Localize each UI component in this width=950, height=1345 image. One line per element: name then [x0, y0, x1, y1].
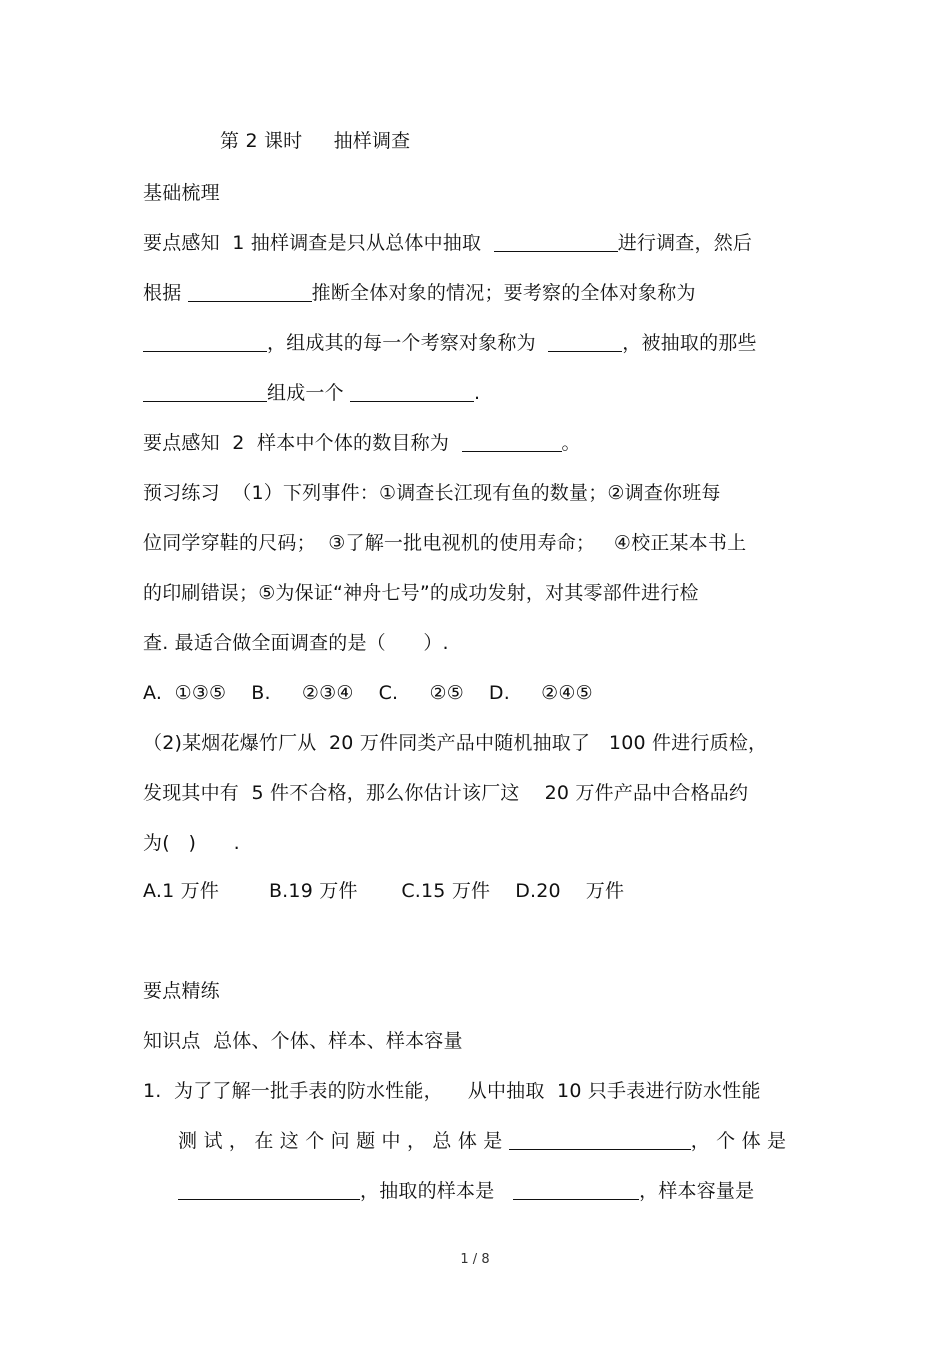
answer-blank[interactable] [462, 431, 562, 452]
point-2: 要点感知 2 样本中个体的数目称为 。 [143, 432, 581, 454]
answer-blank[interactable] [143, 381, 267, 402]
practice-line: 预习练习 （1）下列事件：①调查长江现有鱼的数量；②调查你班每 [143, 482, 721, 504]
question-1-line-2: 测 试 ， 在 这 个 问 题 中 ， 总 体 是 ， 个 体 是 [178, 1130, 787, 1152]
answer-blank[interactable] [494, 231, 618, 252]
answer-blank[interactable] [509, 1129, 691, 1150]
answer-blank[interactable] [513, 1179, 639, 1200]
knowledge-point: 知识点 总体、个体、样本、样本容量 [143, 1030, 463, 1052]
answer-blank[interactable] [188, 281, 312, 302]
page-title: 第 2 课时 抽样调查 [220, 130, 411, 152]
point-1-line-2: 根据 推断全体对象的情况；要考察的全体对象称为 [143, 282, 696, 304]
practice-line: 的印刷错误；⑤为保证“神舟七号”的成功发射，对其零部件进行检 [143, 582, 699, 604]
question-1-line-1: 1. 为了了解一批手表的防水性能， 从中抽取 10 只手表进行防水性能 [143, 1080, 761, 1102]
section-heading-exercises: 要点精练 [143, 980, 220, 1002]
practice-line: 查. 最适合做全面调查的是（ ）. [143, 632, 449, 654]
answer-blank[interactable] [548, 331, 622, 352]
practice-line: 发现其中有 5 件不合格，那么你估计该厂这 20 万件产品中合格品约 [143, 782, 749, 804]
practice-options-1: A. ①③⑤ B. ②③④ C. ②⑤ D. ②④⑤ [143, 682, 593, 704]
answer-blank[interactable] [178, 1179, 360, 1200]
practice-line: 位同学穿鞋的尺码； ③了解一批电视机的使用寿命； ④校正某本书上 [143, 532, 747, 554]
point-1-line-4: 组成一个 . [143, 380, 480, 406]
practice-options-2: A.1 万件 B.19 万件 C.15 万件 D.20 万件 [143, 880, 625, 902]
answer-blank[interactable] [350, 381, 474, 402]
page-number: 1 / 8 [460, 1252, 490, 1267]
point-1-line-3: ，组成其的每一个考察对象称为 ，被抽取的那些 [143, 330, 757, 356]
practice-line: （2)某烟花爆竹厂从 20 万件同类产品中随机抽取了 100 件进行质检， [143, 732, 768, 754]
point-1-line-1: 要点感知 1 抽样调查是只从总体中抽取 进行调查，然后 [143, 232, 753, 254]
question-1-line-3: ，抽取的样本是 ，样本容量是 [178, 1178, 754, 1204]
answer-blank[interactable] [143, 331, 267, 352]
section-heading-basics: 基础梳理 [143, 182, 220, 204]
practice-line: 为( ) . [143, 832, 240, 854]
